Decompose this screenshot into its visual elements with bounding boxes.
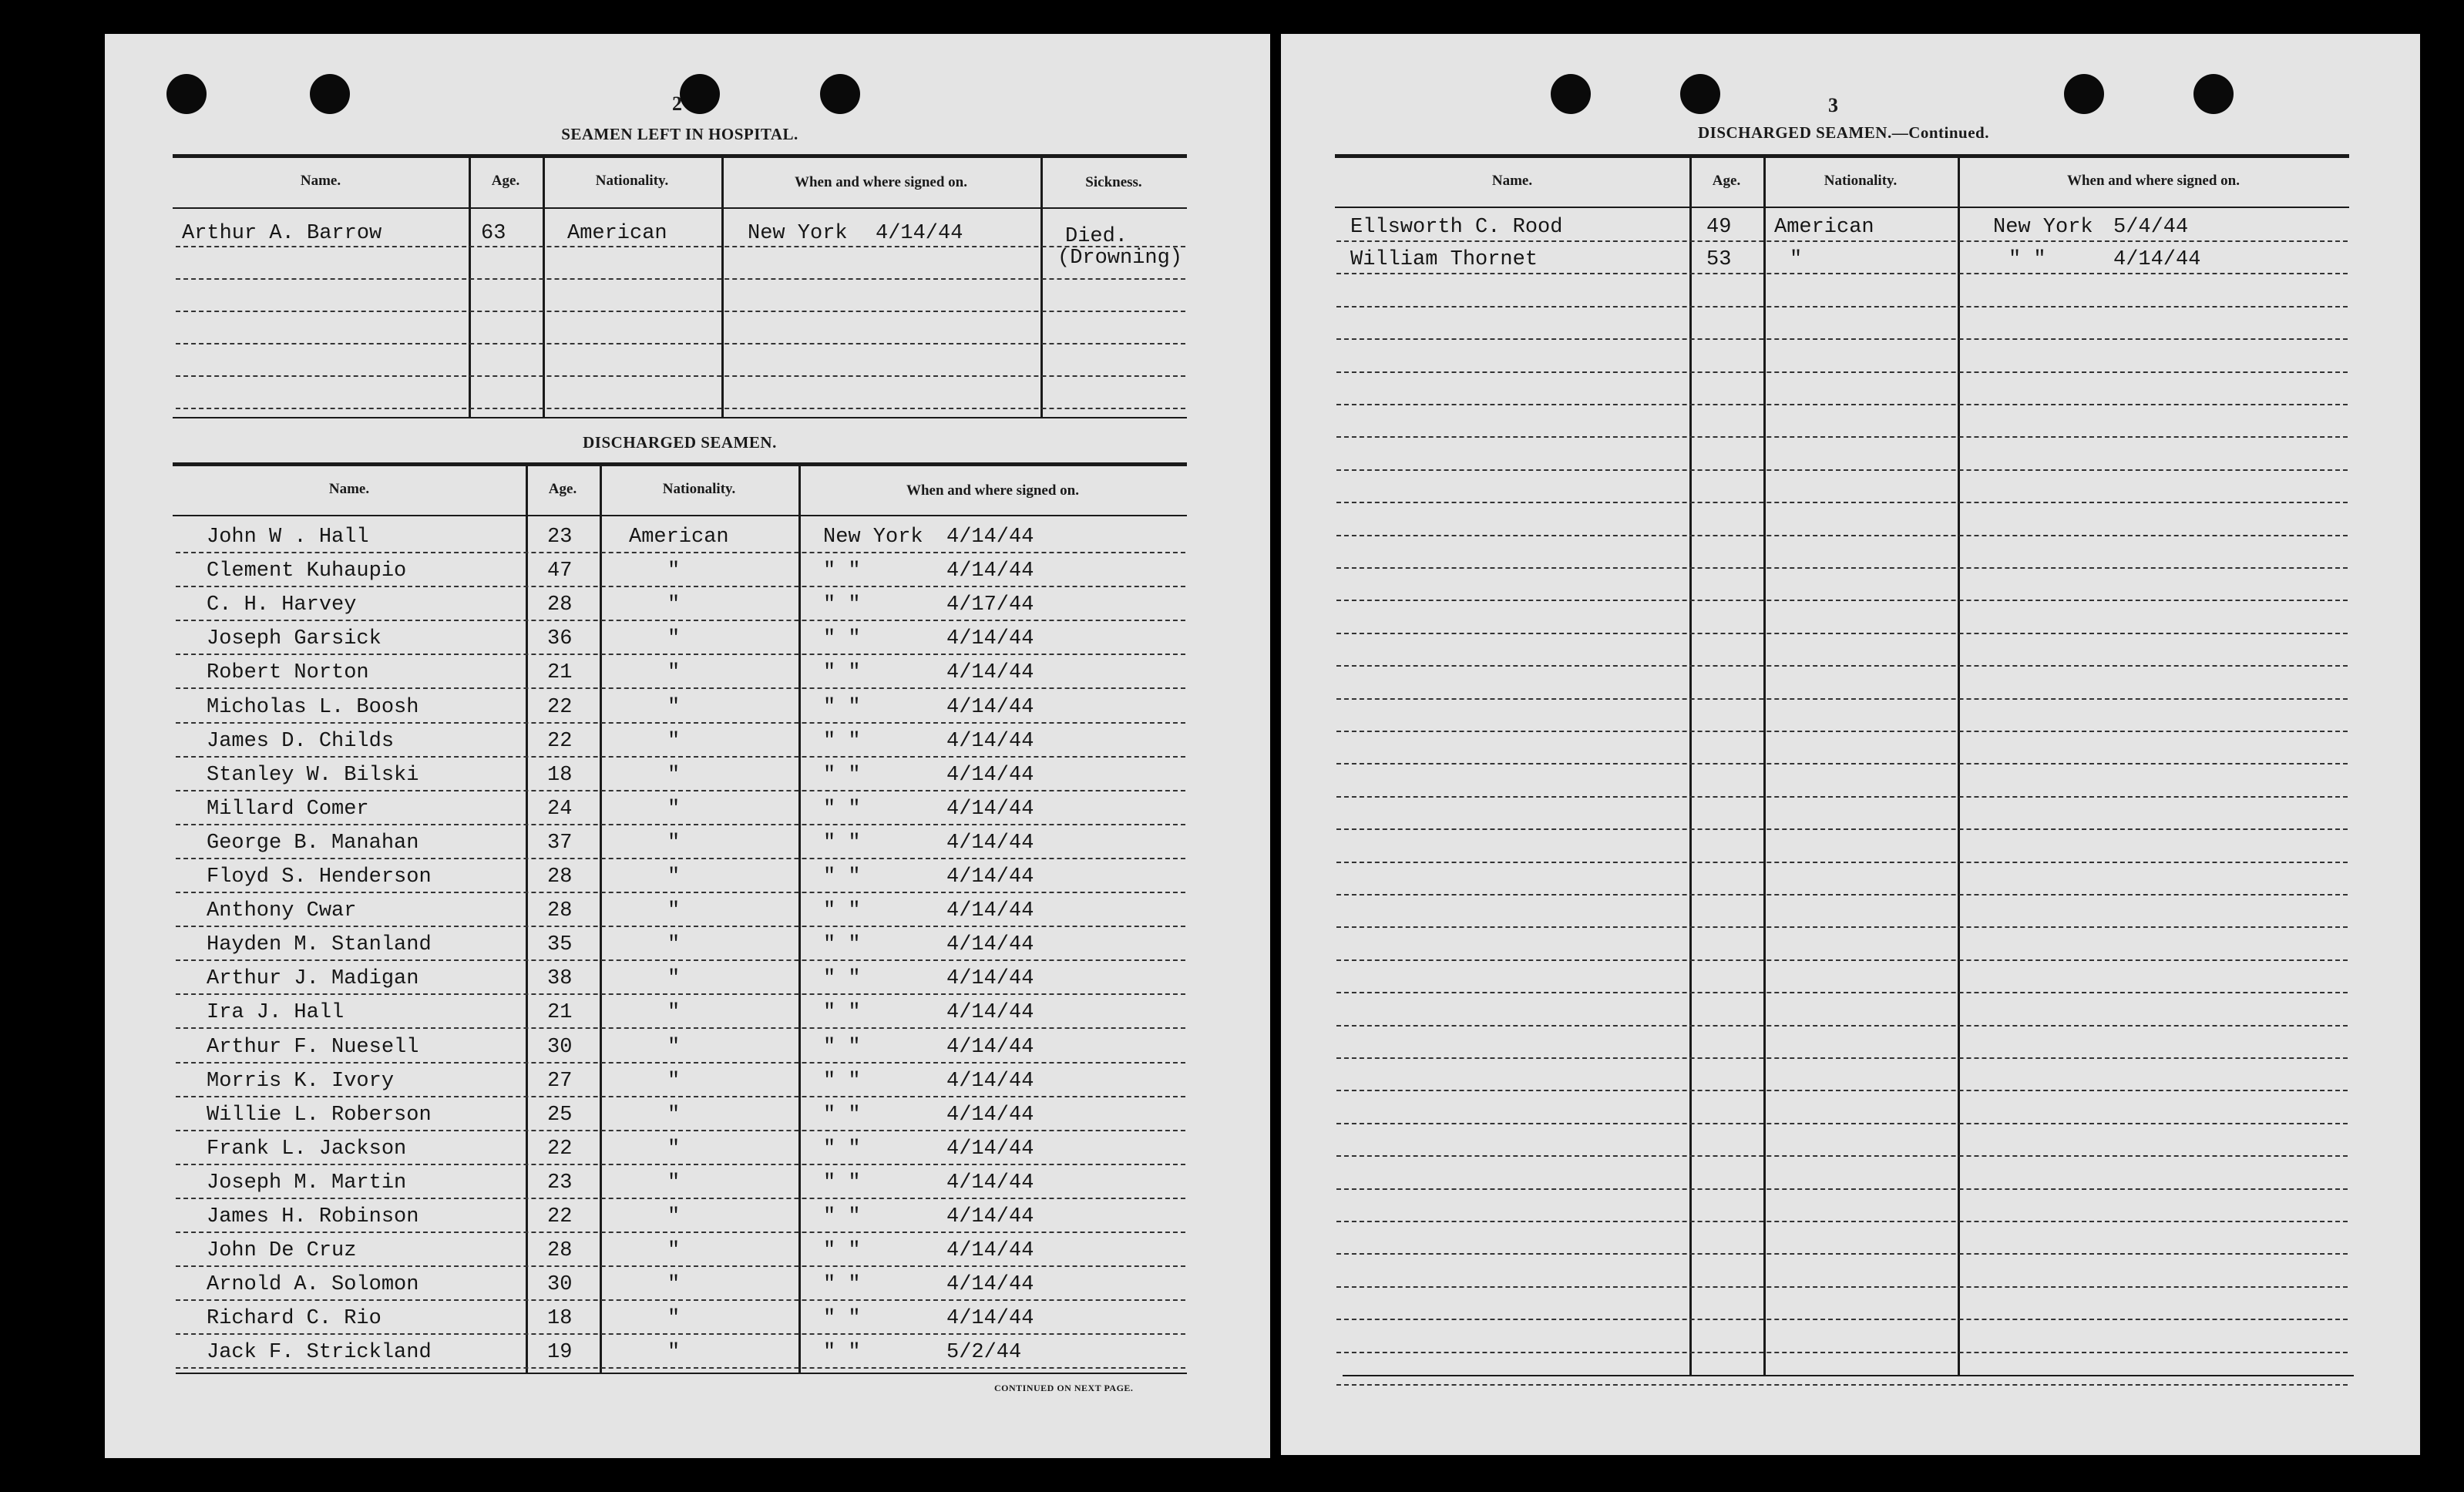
hospital-sickness-detail: (Drowning) bbox=[1057, 247, 1183, 270]
row-dotted-line bbox=[1336, 502, 2348, 503]
seaman-name: Clement Kuhaupio bbox=[207, 560, 407, 583]
seaman-name: Stanley W. Bilski bbox=[207, 764, 419, 787]
row-dotted-line bbox=[176, 959, 1185, 961]
seaman-name: C. H. Harvey bbox=[207, 593, 357, 617]
signed-place: " " bbox=[823, 1171, 861, 1195]
punch-hole bbox=[2064, 74, 2104, 114]
signed-date: 4/14/44 bbox=[946, 1239, 1034, 1262]
signed-place: " " bbox=[823, 1070, 861, 1093]
seaman-nationality: " bbox=[667, 1104, 681, 1127]
seaman-age: 19 bbox=[547, 1341, 573, 1364]
signed-date: 4/14/44 bbox=[946, 1307, 1034, 1330]
signed-place: " " bbox=[823, 1273, 861, 1296]
col-header-age: Age. bbox=[548, 481, 577, 497]
seaman-name: Arthur J. Madigan bbox=[207, 967, 419, 990]
seaman-age: 25 bbox=[547, 1104, 573, 1127]
row-dotted-line bbox=[1336, 862, 2348, 863]
seaman-nationality: " bbox=[667, 1307, 681, 1330]
row-dotted-line bbox=[1336, 371, 2348, 373]
row-dotted-line bbox=[176, 1265, 1185, 1267]
col-header-nationality: Nationality. bbox=[662, 481, 736, 497]
col-header-signed-on: When and where signed on. bbox=[794, 174, 967, 190]
seaman-age: 18 bbox=[547, 764, 573, 787]
row-dotted-line bbox=[176, 1299, 1185, 1301]
row-dotted-line bbox=[176, 892, 1185, 893]
signed-place: " " bbox=[823, 1104, 861, 1127]
row-dotted-line bbox=[1336, 828, 2348, 830]
signed-place: New York bbox=[1993, 216, 2093, 239]
row-dotted-line bbox=[1336, 1319, 2348, 1320]
seaman-age: 37 bbox=[547, 832, 573, 855]
row-dotted-line bbox=[1336, 1090, 2348, 1091]
seaman-nationality: " bbox=[667, 1070, 681, 1093]
punch-hole bbox=[1551, 74, 1591, 114]
right-page bbox=[1281, 34, 2420, 1455]
row-dotted-line bbox=[176, 1096, 1185, 1097]
row-dotted-line bbox=[176, 858, 1185, 859]
seaman-age: 30 bbox=[547, 1036, 573, 1059]
row-dotted-line bbox=[176, 586, 1185, 587]
seaman-nationality: " bbox=[667, 1273, 681, 1296]
row-dotted-line bbox=[1336, 469, 2348, 471]
row-dotted-line bbox=[1336, 1025, 2348, 1027]
seaman-age: 53 bbox=[1706, 248, 1732, 271]
hospital-signed-date: 4/14/44 bbox=[876, 222, 963, 245]
signed-date: 4/14/44 bbox=[946, 1171, 1034, 1195]
seaman-name: Frank L. Jackson bbox=[207, 1137, 407, 1161]
seaman-age: 22 bbox=[547, 696, 573, 719]
row-dotted-line bbox=[1336, 600, 2348, 601]
seaman-name: Anthony Cwar bbox=[207, 899, 357, 922]
row-dotted-line bbox=[176, 993, 1185, 995]
seaman-name: Joseph M. Martin bbox=[207, 1171, 407, 1195]
row-dotted-line bbox=[1336, 992, 2348, 993]
seaman-age: 21 bbox=[547, 661, 573, 684]
seaman-name: Millard Comer bbox=[207, 798, 369, 821]
row-dotted-line bbox=[1336, 567, 2348, 569]
seaman-age: 22 bbox=[547, 1205, 573, 1228]
seaman-nationality: " bbox=[667, 593, 681, 617]
seaman-age: 21 bbox=[547, 1001, 573, 1024]
col-header-name: Name. bbox=[300, 173, 341, 189]
seaman-age: 23 bbox=[547, 526, 573, 549]
signed-place: " " bbox=[823, 967, 861, 990]
seaman-name: Morris K. Ivory bbox=[207, 1070, 395, 1093]
row-dotted-line bbox=[1336, 731, 2348, 732]
signed-place: " " bbox=[823, 899, 861, 922]
row-dotted-line bbox=[1336, 1188, 2348, 1190]
discharged-continued-title: DISCHARGED SEAMEN.—Continued. bbox=[1698, 123, 1989, 142]
seaman-nationality: " bbox=[667, 1205, 681, 1228]
signed-place: " " bbox=[823, 933, 861, 956]
seaman-nationality: " bbox=[667, 764, 681, 787]
seaman-nationality: " bbox=[667, 832, 681, 855]
col-header-nationality: Nationality. bbox=[1824, 173, 1898, 189]
seaman-name: Ira J. Hall bbox=[207, 1001, 345, 1024]
signed-place: " " bbox=[823, 865, 861, 889]
col-header-name: Name. bbox=[1491, 173, 1533, 189]
row-dotted-line bbox=[1336, 306, 2348, 307]
hospital-age: 63 bbox=[481, 222, 506, 245]
col-header-sickness: Sickness. bbox=[1085, 174, 1142, 190]
row-dotted-line bbox=[1336, 665, 2348, 667]
signed-date: 4/14/44 bbox=[946, 526, 1034, 549]
signed-date: 4/14/44 bbox=[946, 1104, 1034, 1127]
seaman-nationality: American bbox=[629, 526, 729, 549]
row-dotted-line bbox=[1336, 338, 2348, 340]
punch-hole bbox=[310, 74, 350, 114]
seaman-name: Hayden M. Stanland bbox=[207, 933, 432, 956]
signed-place: " " bbox=[823, 560, 861, 583]
row-dotted-line bbox=[1336, 240, 2348, 242]
left-page bbox=[105, 34, 1270, 1458]
seaman-name: Arthur F. Nuesell bbox=[207, 1036, 419, 1059]
signed-date: 4/14/44 bbox=[946, 1070, 1034, 1093]
signed-place: " " bbox=[823, 593, 861, 617]
row-dotted-line bbox=[1336, 1286, 2348, 1288]
seaman-nationality: " bbox=[667, 1239, 681, 1262]
signed-place: " " bbox=[823, 661, 861, 684]
col-header-age: Age. bbox=[1712, 173, 1741, 189]
col-header-signed-on: When and where signed on. bbox=[2066, 173, 2240, 189]
signed-place: " " bbox=[823, 627, 861, 650]
row-dotted-line bbox=[176, 552, 1185, 553]
signed-place: " " bbox=[823, 832, 861, 855]
signed-place: " " bbox=[823, 1307, 861, 1330]
seaman-age: 28 bbox=[547, 899, 573, 922]
signed-place: " " bbox=[823, 730, 861, 753]
signed-place: " " bbox=[823, 696, 861, 719]
row-dotted-line bbox=[176, 1130, 1185, 1131]
signed-place: " " bbox=[823, 1036, 861, 1059]
hospital-name: Arthur A. Barrow bbox=[182, 222, 382, 245]
seaman-name: William Thornet bbox=[1350, 248, 1538, 271]
row-dotted-line bbox=[176, 722, 1185, 724]
row-dotted-line bbox=[1336, 1253, 2348, 1255]
seaman-age: 27 bbox=[547, 1070, 573, 1093]
signed-date: 4/17/44 bbox=[946, 593, 1034, 617]
row-dotted-line bbox=[176, 756, 1185, 758]
signed-date: 4/14/44 bbox=[946, 560, 1034, 583]
row-dotted-line bbox=[1336, 436, 2348, 438]
seaman-age: 28 bbox=[547, 865, 573, 889]
signed-place: " " bbox=[823, 798, 861, 821]
hospital-signed-place: New York bbox=[748, 222, 848, 245]
punch-hole bbox=[166, 74, 207, 114]
seaman-age: 18 bbox=[547, 1307, 573, 1330]
row-dotted-line bbox=[1336, 1384, 2348, 1386]
row-dotted-line bbox=[1336, 894, 2348, 896]
hospital-section-title: SEAMEN LEFT IN HOSPITAL. bbox=[561, 125, 798, 143]
signed-date: 4/14/44 bbox=[946, 1001, 1034, 1024]
seaman-name: Arnold A. Solomon bbox=[207, 1273, 419, 1296]
seaman-nationality: " bbox=[667, 899, 681, 922]
row-dotted-line bbox=[1336, 1221, 2348, 1222]
seaman-nationality: " bbox=[667, 865, 681, 889]
seaman-nationality: " bbox=[667, 1001, 681, 1024]
row-dotted-line bbox=[176, 620, 1185, 621]
signed-date: 4/14/44 bbox=[946, 1205, 1034, 1228]
signed-place: " " bbox=[2009, 248, 2046, 271]
row-dotted-line bbox=[176, 1027, 1185, 1029]
punch-hole bbox=[1680, 74, 1720, 114]
row-dotted-line bbox=[1336, 1123, 2348, 1124]
signed-date: 4/14/44 bbox=[946, 832, 1034, 855]
seaman-age: 35 bbox=[547, 933, 573, 956]
seaman-name: Richard C. Rio bbox=[207, 1307, 382, 1330]
seaman-age: 28 bbox=[547, 593, 573, 617]
row-dotted-line bbox=[176, 1333, 1185, 1335]
seaman-nationality: " bbox=[667, 1036, 681, 1059]
seaman-age: 36 bbox=[547, 627, 573, 650]
signed-place: New York bbox=[823, 526, 923, 549]
row-dotted-line bbox=[176, 1164, 1185, 1165]
seaman-name: John De Cruz bbox=[207, 1239, 357, 1262]
signed-date: 4/14/44 bbox=[946, 933, 1034, 956]
row-dotted-line bbox=[1336, 1155, 2348, 1157]
seaman-age: 49 bbox=[1706, 216, 1732, 239]
col-header-name: Name. bbox=[328, 481, 370, 497]
punch-hole bbox=[2193, 74, 2234, 114]
seaman-nationality: " bbox=[667, 730, 681, 753]
seaman-name: Joseph Garsick bbox=[207, 627, 382, 650]
seaman-name: Micholas L. Boosh bbox=[207, 696, 419, 719]
signed-date: 4/14/44 bbox=[946, 730, 1034, 753]
row-dotted-line bbox=[1336, 404, 2348, 405]
signed-date: 4/14/44 bbox=[946, 764, 1034, 787]
col-header-age: Age. bbox=[491, 173, 520, 189]
seaman-nationality: " bbox=[667, 560, 681, 583]
seaman-name: Robert Norton bbox=[207, 661, 369, 684]
signed-date: 5/4/44 bbox=[2113, 216, 2189, 239]
signed-place: " " bbox=[823, 1239, 861, 1262]
signed-place: " " bbox=[823, 764, 861, 787]
seaman-age: 30 bbox=[547, 1273, 573, 1296]
signed-date: 4/14/44 bbox=[946, 661, 1034, 684]
signed-date: 4/14/44 bbox=[946, 865, 1034, 889]
seaman-name: Ellsworth C. Rood bbox=[1350, 216, 1563, 239]
seaman-name: Jack F. Strickland bbox=[207, 1341, 432, 1364]
seaman-age: 38 bbox=[547, 967, 573, 990]
seaman-nationality: " bbox=[667, 661, 681, 684]
seaman-nationality: " bbox=[667, 798, 681, 821]
row-dotted-line bbox=[1336, 698, 2348, 700]
seaman-nationality: " bbox=[667, 1171, 681, 1195]
seaman-name: Floyd S. Henderson bbox=[207, 865, 432, 889]
row-dotted-line bbox=[176, 687, 1185, 689]
row-dotted-line bbox=[176, 1062, 1185, 1064]
row-dotted-line bbox=[1336, 273, 2348, 274]
signed-date: 4/14/44 bbox=[2113, 248, 2201, 271]
row-dotted-line bbox=[1336, 796, 2348, 798]
punch-hole bbox=[820, 74, 860, 114]
seaman-name: George B. Manahan bbox=[207, 832, 419, 855]
seaman-name: James H. Robinson bbox=[207, 1205, 419, 1228]
hospital-nationality: American bbox=[567, 222, 667, 245]
row-dotted-line bbox=[1336, 535, 2348, 536]
signed-date: 4/14/44 bbox=[946, 798, 1034, 821]
row-dotted-line bbox=[1336, 926, 2348, 928]
row-dotted-line bbox=[176, 824, 1185, 825]
row-dotted-line bbox=[1336, 1057, 2348, 1059]
signed-date: 4/14/44 bbox=[946, 899, 1034, 922]
signed-date: 4/14/44 bbox=[946, 1036, 1034, 1059]
row-dotted-line bbox=[1336, 763, 2348, 764]
row-dotted-line bbox=[176, 790, 1185, 791]
signed-date: 4/14/44 bbox=[946, 1137, 1034, 1161]
seaman-age: 24 bbox=[547, 798, 573, 821]
seaman-age: 28 bbox=[547, 1239, 573, 1262]
signed-date: 4/14/44 bbox=[946, 967, 1034, 990]
seaman-name: James D. Childs bbox=[207, 730, 395, 753]
seaman-age: 23 bbox=[547, 1171, 573, 1195]
punch-hole bbox=[680, 74, 720, 114]
row-dotted-line bbox=[176, 1232, 1185, 1233]
signed-date: 4/14/44 bbox=[946, 627, 1034, 650]
seaman-nationality: " bbox=[1790, 248, 1803, 271]
signed-date: 4/14/44 bbox=[946, 1273, 1034, 1296]
row-dotted-line bbox=[1336, 959, 2348, 961]
continued-note: CONTINUED ON NEXT PAGE. bbox=[994, 1383, 1134, 1393]
seaman-nationality: " bbox=[667, 1137, 681, 1161]
signed-place: " " bbox=[823, 1001, 861, 1024]
signed-place: " " bbox=[823, 1341, 861, 1364]
seaman-nationality: American bbox=[1774, 216, 1874, 239]
seaman-age: 22 bbox=[547, 1137, 573, 1161]
row-dotted-line bbox=[176, 1198, 1185, 1199]
col-header-signed-on: When and where signed on. bbox=[906, 482, 1079, 499]
page-number: 3 bbox=[1828, 94, 1838, 116]
row-dotted-line bbox=[1336, 1352, 2348, 1353]
signed-date: 4/14/44 bbox=[946, 696, 1034, 719]
col-header-nationality: Nationality. bbox=[595, 173, 669, 189]
seaman-age: 22 bbox=[547, 730, 573, 753]
seaman-age: 47 bbox=[547, 560, 573, 583]
hospital-sickness: Died. bbox=[1065, 225, 1128, 248]
seaman-nationality: " bbox=[667, 933, 681, 956]
seaman-nationality: " bbox=[667, 967, 681, 990]
discharged-section-title: DISCHARGED SEAMEN. bbox=[583, 433, 777, 452]
page-number: 2 bbox=[672, 92, 682, 115]
seaman-nationality: " bbox=[667, 1341, 681, 1364]
signed-date: 5/2/44 bbox=[946, 1341, 1022, 1364]
seaman-nationality: " bbox=[667, 696, 681, 719]
row-dotted-line bbox=[176, 654, 1185, 655]
row-dotted-line bbox=[176, 1367, 1185, 1369]
row-dotted-line bbox=[1336, 633, 2348, 634]
row-dotted-line bbox=[176, 926, 1185, 927]
seaman-name: John W . Hall bbox=[207, 526, 369, 549]
signed-place: " " bbox=[823, 1205, 861, 1228]
signed-place: " " bbox=[823, 1137, 861, 1161]
seaman-nationality: " bbox=[667, 627, 681, 650]
seaman-name: Willie L. Roberson bbox=[207, 1104, 432, 1127]
